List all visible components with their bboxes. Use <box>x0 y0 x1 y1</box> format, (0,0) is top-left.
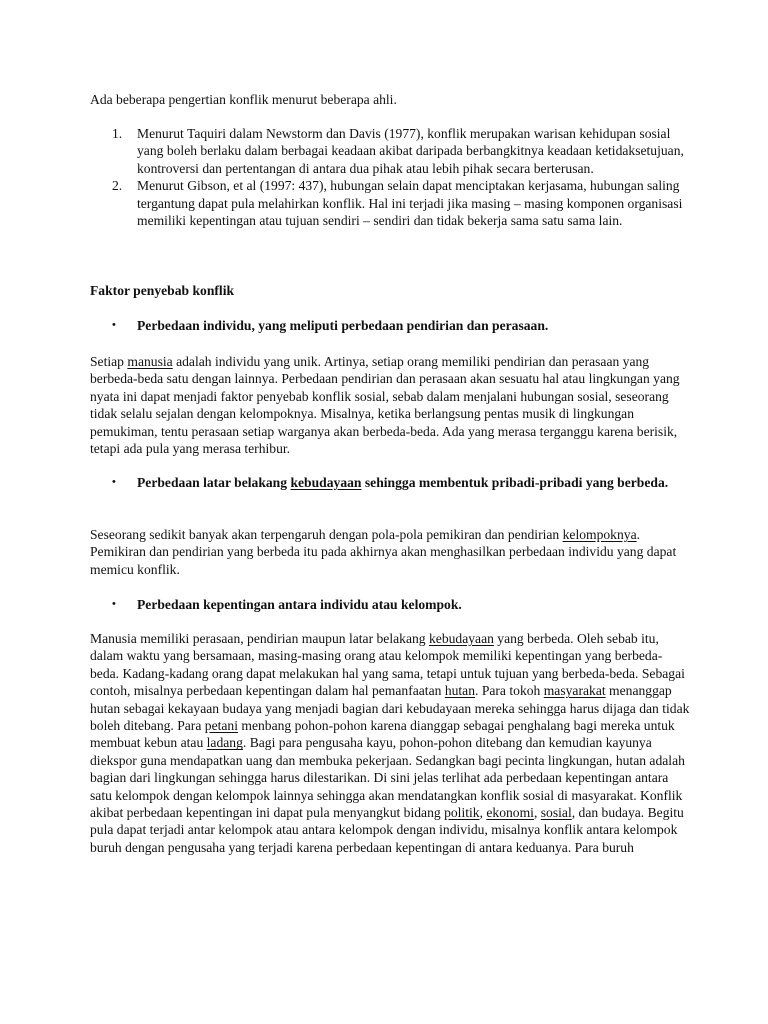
hyperlink-kebudayaan[interactable]: kebudayaan <box>428 631 494 646</box>
factor-paragraph <box>90 630 690 856</box>
definition-text: Menurut Gibson, et al (1997: 437), hubungan selain dapat menciptakan kerjasama, hubungan saling tergantung dapat pula melahirkan konflik. Hal ini terjadi jika masing – masing komponen organisasi memiliki kepentingan atau tujuan sendiri – sendiri dan tidak bekerja sama satu sama lain. <box>137 178 683 229</box>
paragraph-text: Setiap <box>90 354 128 369</box>
factor-paragraph <box>90 353 690 457</box>
factor-title: Perbedaan individu, yang meliputi perbedaan pendirian dan perasaan. <box>137 318 549 333</box>
paragraph-text: yang berbeda. Oleh sebab itu, dalam waktu yang bersamaan, masing-masing orang atau kelompok memiliki kepentingan yang berbeda-beda. Kadang-kadang orang dapat melakukan hal yang sama, tetapi untuk tujuan yang berbeda-beda. Sebagai contoh, misalnya perbedaan kepentingan dalam hal pemanfaatan <box>90 631 685 699</box>
title-text: Perbedaan latar belakang <box>137 475 291 490</box>
paragraph-text: menbang pohon-pohon karena dianggap sebagai penghalang bagi mereka untuk membuat kebun atau <box>90 718 675 751</box>
paragraph-text: . Bagi para pengusaha kayu, pohon-pohon ditebang dan kemudian kayunya diekspor guna mendapatkan uang dan membuka pekerjaan. Sedangkan bagi pecinta lingkungan, hutan adalah bagian dari lingkungan sehingga harus dilestarikan. Di sini jelas terlihat ada perbedaan kepentingan antara satu kelompok dengan kelompok lainnya sehingga akan mendatangkan konflik sosial di masyarakat. Konflik akibat perbedaan kepentingan ini dapat pula menyangkut bidang <box>90 735 685 821</box>
paragraph-text: . Pemikiran dan pendirian yang berbeda itu pada akhirnya akan menghasilkan perbedaan individu yang dapat memicu konflik. <box>90 527 677 577</box>
bullet-icon: • <box>112 319 116 331</box>
factor-title: Perbedaan kepentingan antara individu atau kelompok. <box>137 597 462 612</box>
definitions-list <box>90 125 690 229</box>
paragraph-text: Seseorang sedikit banyak akan terpengaruh dengan pola-pola pemikiran dan pendirian <box>90 527 563 542</box>
definition-item <box>90 177 690 229</box>
factor-title <box>90 474 690 491</box>
bullet-icon: • <box>112 598 116 610</box>
paragraph-text: . Para tokoh <box>475 683 544 699</box>
paragraph-text: menanggap hutan sebagai kekayaan budaya yang menjadi bagian dari kebudayaan mereka sehingga harus dijaga dan tidak boleh ditebang. Para <box>90 683 690 734</box>
hyperlink-kebudayaan[interactable]: kebudayaan <box>290 475 362 490</box>
title-text: sehingga membentuk pribadi-pribadi yang berbeda. <box>361 475 669 490</box>
factor-paragraph <box>90 526 690 578</box>
paragraph-text: , <box>479 805 487 821</box>
definition-item <box>90 125 690 177</box>
factor-bullet <box>90 317 690 334</box>
bullet-icon: • <box>112 476 116 488</box>
paragraph-text: , <box>533 805 541 821</box>
paragraph-text: , dan budaya. Begitu pula dapat terjadi antar kelompok atau antara kelompok dengan individu, misalnya konflik antara kelompok buruh dengan pengusaha yang terjadi karena perbedaan kepentingan di antara keduanya. Para buruh <box>90 805 684 855</box>
hyperlink-kelompoknya[interactable]: kelompoknya <box>562 527 637 542</box>
hyperlink-ladang[interactable]: ladang <box>206 735 243 751</box>
hyperlink-manusia[interactable]: manusia <box>127 354 173 369</box>
factor-bullet <box>90 596 690 613</box>
hyperlink-politik[interactable]: politik <box>444 805 480 821</box>
hyperlink-ekonomi[interactable]: ekonomi <box>486 805 534 821</box>
hyperlink-masyarakat[interactable]: masyarakat <box>543 683 606 699</box>
factor-bullet <box>90 474 690 491</box>
list-number: 1. <box>112 126 123 141</box>
hyperlink-sosial[interactable]: sosial <box>540 805 572 821</box>
list-number: 2. <box>112 178 123 194</box>
paragraph-text: Manusia memiliki perasaan, pendirian maupun latar belakang <box>90 631 429 646</box>
definition-text: Menurut Taquiri dalam Newstorm dan Davis (1977), konflik merupakan warisan kehidupan sosial yang boleh berlaku dalam berbagai keadaan akibat daripada berbangkitnya keadaan ketidaksetujuan, kontroversi dan pertentangan di antara dua pihak atau lebih pihak secara berterusan. <box>137 126 684 176</box>
intro-text: Ada beberapa pengertian konflik menurut beberapa ahli. <box>90 92 397 107</box>
paragraph-text: adalah individu yang unik. Artinya, setiap orang memiliki pendirian dan perasaan yang berbeda-beda satu dengan lainnya. Perbedaan pendirian dan perasaan akan sesuatu hal atau lingkungan yang nyata ini dapat menjadi faktor penyebab konflik sosial, sebab dalam menjalani hubungan sosial, seseorang tidak selalu sejalan dengan kelompoknya. Misalnya, ketika berlangsung pentas musik di lingkungan pemukiman, tentu perasaan setiap warganya akan berbeda-beda. Ada yang merasa terganggu karena berisik, tetapi ada pula yang merasa terhibur. <box>90 354 680 457</box>
hyperlink-hutan[interactable]: hutan <box>444 683 476 699</box>
hyperlink-petani[interactable]: petani <box>204 718 238 734</box>
section-heading: Faktor penyebab konflik <box>90 283 235 298</box>
